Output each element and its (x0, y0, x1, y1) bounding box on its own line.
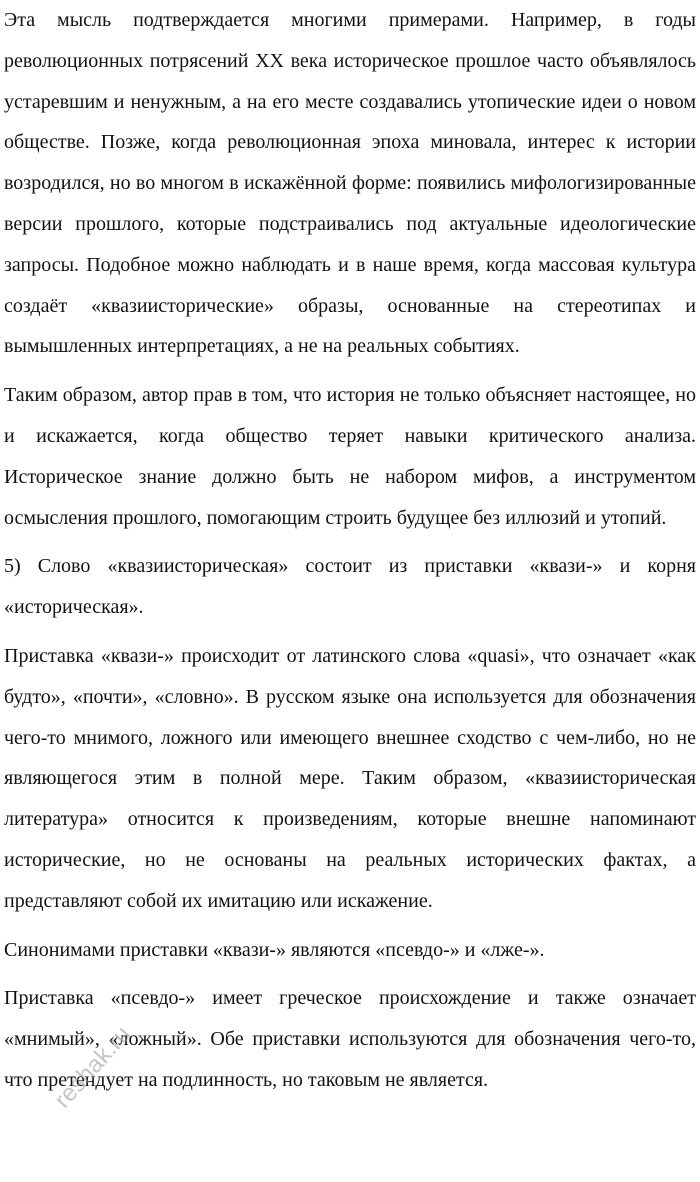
paragraph-synonyms: Синонимами приставки «квази-» являются «псевдо-» и «лже-». (4, 938, 545, 961)
paragraph-examples: Эта мысль подтверждается многими примерами. Например, в годы революционных потрясений XX века историческое прошлое часто объявлялось устаревшим и ненужным, а на его месте создавались утопические идеи о новом обществе. Позже, когда революционная эпоха миновала, интерес к истории возродился, но во многом в искажённой форме: появились мифологизированные версии прошлого, которые подстраивались под актуальные идеологические запросы. Подобное можно наблюдать и в наше время, когда массовая культура создаёт «квазиисторические» образы, основанные на стереотипах и вымышленных интерпретациях, а не на реальных событиях. (4, 9, 696, 358)
paragraph-conclusion: Таким образом, автор прав в том, что история не только объясняет настоящее, но и искажается, когда общество теряет навыки критического анализа. Историческое знание должно быть не набором мифов, а инструментом осмысления прошлого, помогающим строить будущее без иллюзий и утопий. (4, 384, 696, 529)
watermark-logo: reshak.ru (49, 1020, 137, 1114)
document-page (4, 0, 696, 1109)
paragraph-prefix-quasi: Приставка «квази-» происходит от латинского слова «quasi», что означает «как будто», «почти», «словно». В русском языке она используется для обозначения чего-то мнимого, ложного или имеющего внешнее сходство с чем-либо, но не являющегося этим в полной мере. Таким образом, «квазиисторическая литература» относится к произведениям, которые внешне напоминают исторические, но не основаны на реальных исторических фактах, а представляют собой их имитацию или искажение. (4, 644, 696, 912)
paragraph-task-5: 5) Слово «квазиисторическая» состоит из приставки «квази-» и корня «историческая». (4, 555, 696, 619)
paragraph-prefix-pseudo: Приставка «псевдо-» имеет греческое происхождение и также означает «мнимый», «ложный». Обе приставки используются для обозначения чего-то, что претендует на подлинность, но таковым не является. (4, 987, 696, 1091)
